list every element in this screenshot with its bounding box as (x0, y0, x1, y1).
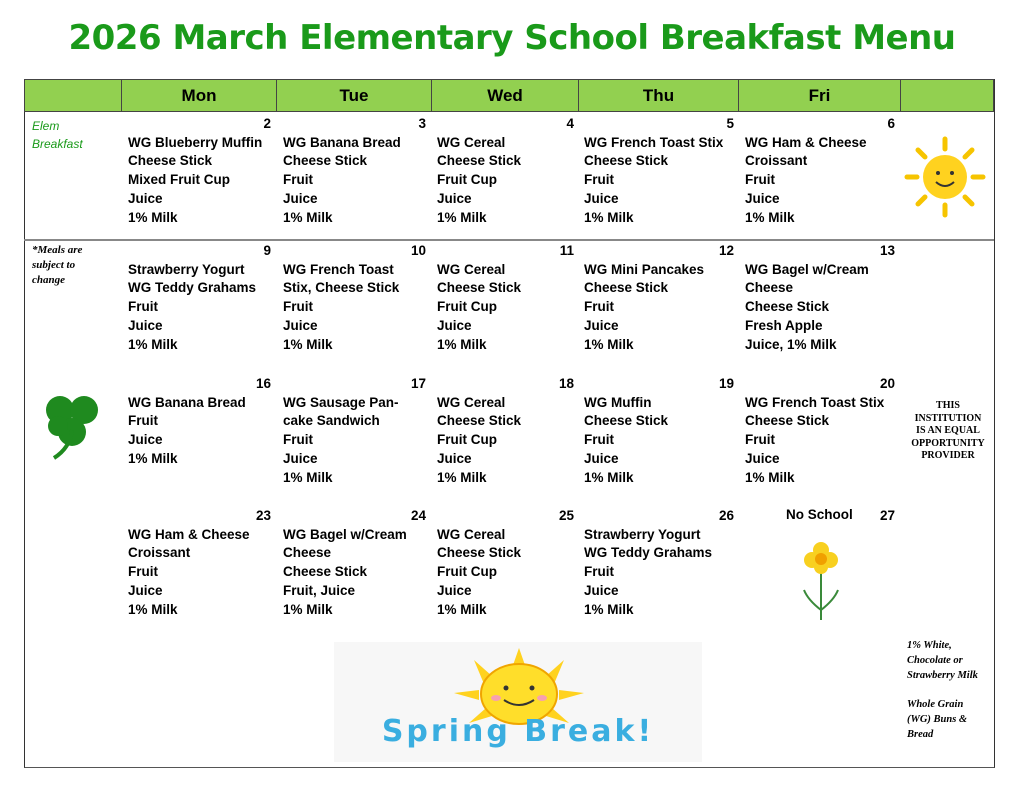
menu-item: WG Banana Bread (128, 394, 246, 410)
spring-break-text: Spring Break! (381, 714, 655, 749)
menu-item: Fruit (283, 432, 313, 448)
menu-item: Juice (745, 190, 780, 206)
day-cell (128, 242, 271, 354)
menu-item: 1% Milk (128, 336, 178, 352)
day-number: 24 (410, 508, 426, 523)
menu-item: Juice (584, 582, 619, 598)
menu-item: 1% Milk (745, 469, 795, 485)
menu-item: Fruit (283, 299, 313, 315)
header-fri: Fri (738, 80, 900, 111)
day-number: 16 (255, 376, 271, 391)
menu-item: WG Teddy Grahams (128, 280, 257, 296)
menu-item: Cheese Stick (283, 564, 368, 580)
day-number: 25 (558, 508, 574, 523)
menu-item: 1% Milk (283, 209, 333, 225)
menu-item: Croissant (745, 153, 808, 169)
menu-item: 1% Milk (584, 336, 634, 352)
menu-item: WG Banana Bread (283, 134, 401, 150)
day-cell (128, 115, 271, 227)
eop-line: THIS (936, 400, 960, 411)
menu-item: Stix, Cheese Stick (283, 280, 400, 296)
menu-item: Croissant (128, 545, 191, 561)
weekday-header (24, 79, 994, 112)
menu-item: Juice (283, 317, 318, 333)
day-cell (437, 375, 574, 487)
day-cell (584, 115, 734, 227)
eop-line: OPPORTUNITY (911, 437, 985, 449)
menu-item: Mixed Fruit Cup (128, 172, 230, 188)
day-number: 5 (726, 116, 734, 131)
menu-item: 1% Milk (437, 601, 487, 617)
menu-item: Juice (745, 450, 780, 466)
page-title: 2026 March Elementary School Breakfast Menu (68, 18, 956, 58)
menu-item: Juice (584, 450, 619, 466)
menu-item: WG Cereal (437, 261, 506, 277)
menu-item: Cheese Stick (283, 153, 368, 169)
menu-item: Juice (128, 190, 163, 206)
menu-item: WG Bagel w/Cream (283, 526, 407, 542)
menu-item: WG Cereal (437, 134, 506, 150)
menu-item: WG Cereal (437, 526, 506, 542)
day-cell (437, 115, 574, 227)
note-line: Strawberry Milk (907, 670, 978, 681)
menu-item: 1% Milk (437, 336, 487, 352)
menu-item: WG Teddy Grahams (584, 545, 713, 561)
day-number: 3 (418, 116, 426, 131)
menu-item: Fruit (283, 172, 313, 188)
note-line: subject to (32, 259, 76, 271)
menu-item: 1% Milk (584, 209, 634, 225)
day-cell (283, 242, 426, 354)
day-number: 17 (410, 376, 426, 391)
menu-item: Cheese Stick (584, 153, 669, 169)
day-cell (745, 375, 895, 487)
sun-icon (904, 136, 986, 218)
menu-item: Cheese Stick (437, 545, 522, 561)
menu-item: Cheese (745, 280, 794, 296)
day-number: 13 (879, 243, 895, 258)
menu-item: Cheese Stick (745, 413, 830, 429)
day-number: 12 (718, 243, 734, 258)
day-cell (283, 507, 426, 619)
day-number: 26 (718, 508, 734, 523)
menu-item: 1% Milk (437, 469, 487, 485)
menu-item: Fruit (584, 172, 614, 188)
day-number: 10 (410, 243, 426, 258)
note-line: 1% White, (907, 640, 952, 651)
menu-item: Juice (128, 317, 163, 333)
menu-item: WG French Toast (283, 261, 394, 277)
day-number: 18 (558, 376, 574, 391)
day-number: 6 (887, 116, 895, 131)
menu-item: Cheese Stick (584, 413, 669, 429)
menu-item: Juice (437, 582, 472, 598)
note-line: (WG) Buns & (907, 714, 968, 725)
menu-item: Juice (128, 432, 163, 448)
note-line: *Meals are (32, 244, 83, 256)
menu-item: Fruit (745, 172, 775, 188)
menu-item: Fruit (584, 564, 614, 580)
menu-item: Juice (283, 190, 318, 206)
menu-item: Juice (283, 450, 318, 466)
menu-item: WG Ham & Cheese (745, 134, 867, 150)
menu-item: WG Bagel w/Cream (745, 261, 869, 277)
menu-item: Cheese Stick (584, 280, 669, 296)
menu-item: Juice (128, 582, 163, 598)
equal-opportunity-statement (902, 400, 994, 463)
note-line: change (32, 274, 65, 286)
day-number: 9 (263, 243, 271, 258)
day-number: 23 (255, 508, 271, 523)
menu-item: Juice (437, 190, 472, 206)
day-number: 19 (718, 376, 734, 391)
menu-item: Strawberry Yogurt (128, 261, 245, 277)
daffodil-icon (800, 540, 842, 622)
day-cell (584, 242, 734, 354)
day-cell (283, 115, 426, 227)
menu-item: Cheese Stick (745, 299, 830, 315)
menu-item: Fruit (128, 299, 158, 315)
menu-item: Juice (584, 190, 619, 206)
milk-bread-notes (907, 638, 993, 742)
day-number: 2 (263, 116, 271, 131)
menu-item: 1% Milk (283, 601, 333, 617)
day-cell (128, 507, 271, 619)
menu-item: cake Sandwich (283, 413, 380, 429)
no-school-label: No School (786, 507, 853, 522)
menu-item: 1% Milk (128, 450, 178, 466)
menu-item: WG Cereal (437, 394, 506, 410)
menu-item: Fruit (128, 413, 158, 429)
menu-item: Fresh Apple (745, 317, 823, 333)
label-elem: Elem (32, 119, 60, 133)
day-number: 20 (879, 376, 895, 391)
menu-item: Fruit Cup (437, 564, 497, 580)
note-spacer (907, 683, 993, 697)
day-cell (437, 507, 574, 619)
menu-item: Fruit (745, 432, 775, 448)
header-blank (900, 80, 994, 111)
menu-item: Fruit (584, 299, 614, 315)
menu-item: WG Sausage Pan- (283, 394, 399, 410)
menu-item: Fruit Cup (437, 432, 497, 448)
menu-item: 1% Milk (128, 209, 178, 225)
menu-item: WG Blueberry Muffin (128, 134, 263, 150)
menu-item: Fruit, Juice (283, 582, 356, 598)
menu-item: Fruit (128, 564, 158, 580)
day-cell (128, 375, 271, 469)
menu-item: Cheese (283, 545, 332, 561)
menu-item: 1% Milk (584, 469, 634, 485)
menu-item: WG Muffin (584, 394, 652, 410)
menu-item: 1% Milk (128, 601, 178, 617)
menu-item: Fruit Cup (437, 299, 497, 315)
menu-item: Cheese Stick (437, 280, 522, 296)
day-number: 11 (559, 243, 574, 258)
menu-item: Cheese Stick (437, 413, 522, 429)
week-divider (24, 239, 994, 241)
header-tue: Tue (276, 80, 431, 111)
menu-item: Juice (437, 317, 472, 333)
menu-item: 1% Milk (437, 209, 487, 225)
spring-break-banner (334, 642, 702, 762)
menu-item: Strawberry Yogurt (584, 526, 701, 542)
menu-item: Juice (437, 450, 472, 466)
menu-item: WG Ham & Cheese (128, 526, 250, 542)
day-cell (437, 242, 574, 354)
day-cell (745, 115, 895, 227)
menu-item: 1% Milk (283, 469, 333, 485)
header-wed: Wed (431, 80, 578, 111)
menu-item: Juice (584, 317, 619, 333)
header-thu: Thu (578, 80, 738, 111)
day-cell (283, 375, 426, 487)
eop-line: IS AN EQUAL (916, 425, 980, 436)
menu-item: 1% Milk (283, 336, 333, 352)
day-number: 27 (879, 508, 895, 523)
menu-item: Cheese Stick (128, 153, 213, 169)
menu-item: WG French Toast Stix (584, 134, 724, 150)
menu-item: Cheese Stick (437, 153, 522, 169)
menu-item: 1% Milk (745, 209, 795, 225)
shamrock-icon (40, 390, 104, 462)
day-number: 4 (566, 116, 574, 131)
eop-line: PROVIDER (921, 450, 975, 461)
menu-item: Juice, 1% Milk (745, 336, 837, 352)
menu-item: Fruit Cup (437, 172, 497, 188)
day-cell (745, 242, 895, 354)
note-line: Whole Grain (907, 699, 964, 710)
note-line: Bread (907, 729, 934, 740)
day-cell (584, 507, 734, 619)
label-breakfast: Breakfast (32, 137, 83, 151)
eop-line: INSTITUTION (914, 412, 982, 424)
meals-note (32, 243, 82, 288)
header-mon: Mon (121, 80, 276, 111)
menu-item: 1% Milk (584, 601, 634, 617)
note-line: Chocolate or (907, 655, 963, 666)
menu-item: Fruit (584, 432, 614, 448)
elem-breakfast-label (32, 117, 83, 153)
menu-item: WG Mini Pancakes (584, 261, 705, 277)
menu-item: WG French Toast Stix (745, 394, 885, 410)
day-cell (584, 375, 734, 487)
